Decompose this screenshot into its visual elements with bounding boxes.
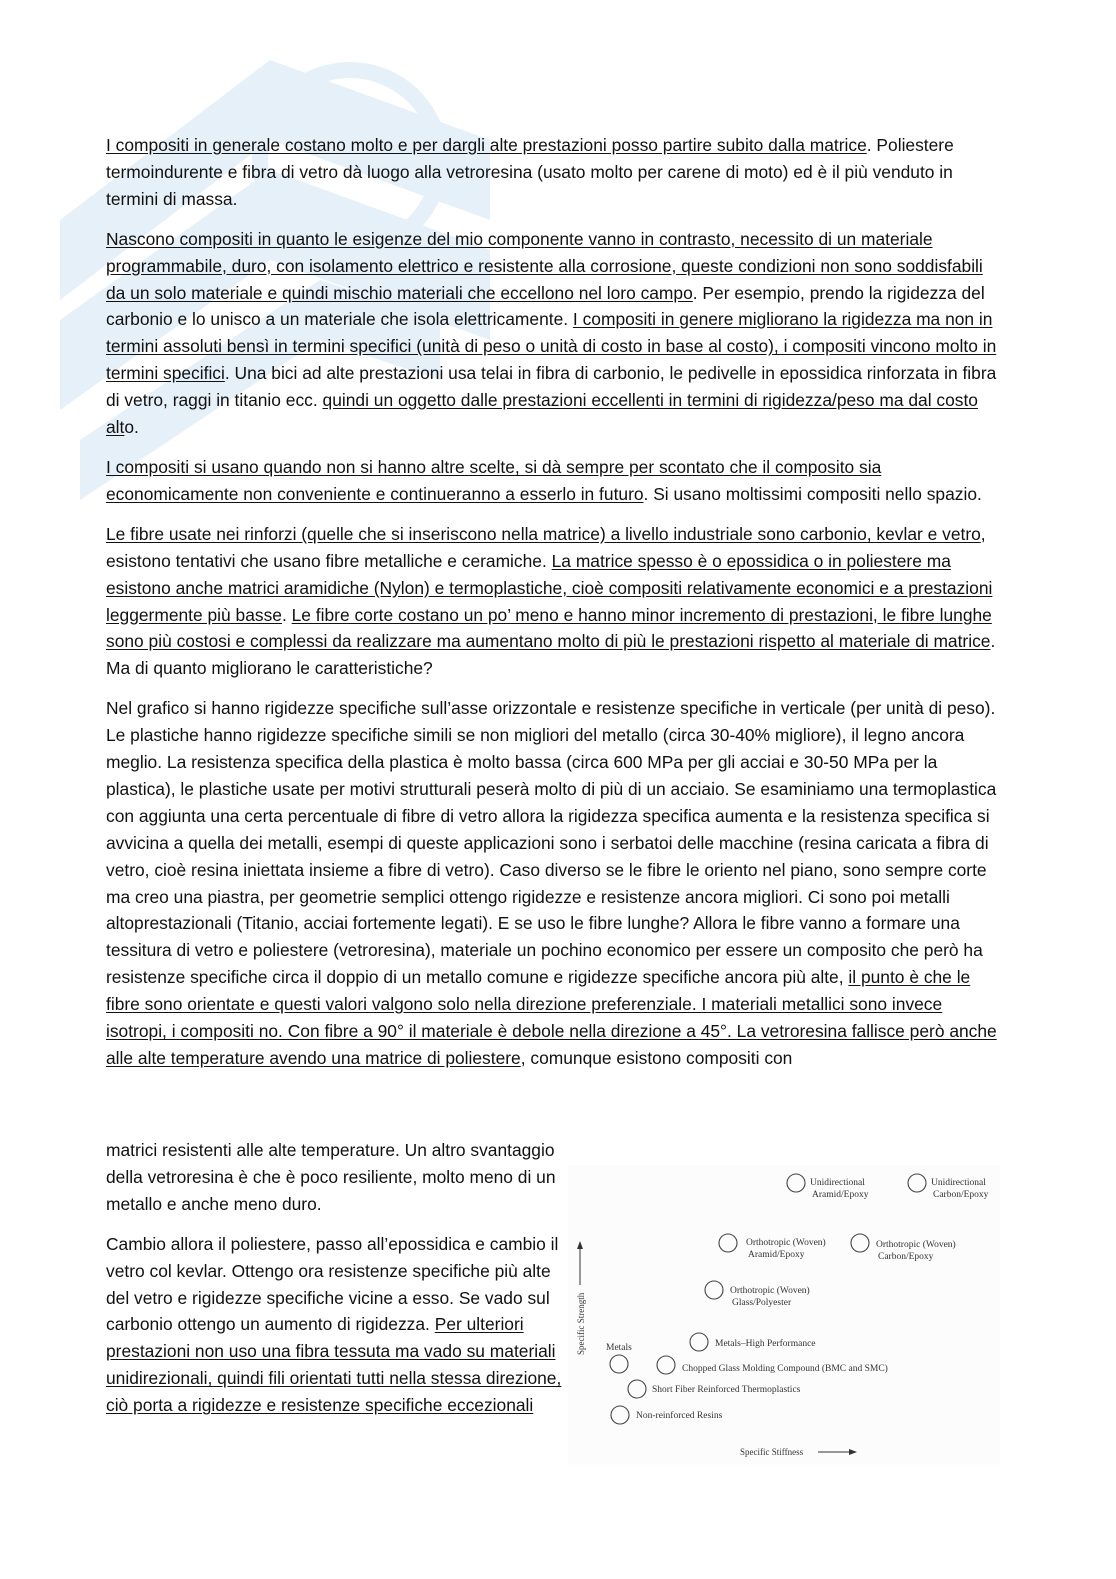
paragraph (106, 1137, 566, 1218)
material-label: Orthotropic (Woven) (746, 1238, 826, 1248)
material-label: Carbon/Epoxy (878, 1252, 934, 1262)
text-run: . (281, 604, 292, 625)
underlined-text: I compositi in genere migliorano la rigidezza ma non in termini assoluti bensì in termini specifici (unità di peso o unità di costo in base al costo), i compositi vincono molto in termini specifici (106, 309, 997, 384)
underlined-text: Le fibre usate nei rinforzi (quelle che si inseriscono nella matrice) a livello industriale sono carbonio, kevlar e vetro (106, 523, 981, 544)
text-run: matrici resistenti alle alte temperature. Un altro svantaggio della vetroresina è che è poco resiliente, molto meno di un metallo e anche meno duro. (106, 1140, 556, 1214)
material-label: Orthotropic (Woven) (876, 1240, 956, 1250)
underlined-text: I compositi in generale costano molto e per dargli alte prestazioni posso partire subito dalla matrice (106, 135, 867, 155)
paragraph (106, 521, 1006, 682)
material-label: Chopped Glass Molding Compound (BMC and SMC) (682, 1364, 888, 1374)
material-label: Aramid/Epoxy (812, 1190, 869, 1200)
underlined-text: La matrice spesso è o epossidica o in poliestere ma esistono anche matrici aramidiche (Nylon) e termoplastiche, cioè compositi relativamente economici e a prestazioni leggermente più basse (106, 550, 993, 625)
material-label: Unidirectional (931, 1178, 986, 1188)
metals-label: Metals (606, 1343, 632, 1353)
material-label: Aramid/Epoxy (748, 1250, 805, 1260)
material-label: Unidirectional (810, 1178, 865, 1188)
materials-chart (568, 1165, 1000, 1465)
material-label: Carbon/Epoxy (933, 1190, 989, 1200)
paragraph (106, 132, 1006, 213)
text-run: . Si usano moltissimi compositi nello spazio. (643, 483, 982, 504)
paragraph (106, 1231, 566, 1419)
material-label: Glass/Polyester (732, 1298, 792, 1308)
underlined-text: Per ulteriori prestazioni non uso una fibra tessuta ma vado su materiali unidirezionali, quindi fili orientati tutti nella stessa direzione, ciò porta a rigidezze e resistenze specifiche eccezionali (106, 1314, 562, 1416)
text-run: , esistono tentativi che usano fibre metalliche e ceramiche. (106, 523, 986, 571)
underlined-text: I compositi si usano quando non si hanno altre scelte, si dà sempre per scontato che il composito sia economicamente non conveniente e continueranno a esserlo in futuro (106, 456, 882, 504)
text-run: Cambio allora il poliestere, passo all’epossidica e cambio il vetro col kevlar. Ottengo ora resistenze specifiche più alte del vetro e rigidezze specifiche vicine a esso. Se vado sul carbonio ottengo un aumento di rigidezza. (106, 1233, 559, 1335)
underlined-text: Le fibre corte costano un po’ meno e hanno minor incremento di prestazioni, le fibre lunghe sono più costosi e complessi da realizzare ma aumentano molto di più le prestazioni rispetto al materiale di matrice (106, 604, 992, 652)
underlined-text: quindi un oggetto dalle prestazioni eccellenti in termini di rigidezza/peso ma dal costo alt (106, 390, 978, 438)
underlined-text: Nascono compositi in quanto le esigenze del mio componente vanno in contrasto, necessito di un materiale programmabile, duro, con isolamento elettrico e resistente alla corrosione, queste condizioni non sono soddisfabili da un solo materiale e quindi mischio materiali che eccellono nel loro campo (106, 228, 983, 303)
text-run: Nel grafico si hanno rigidezze specifiche sull’asse orizzontale e resistenze specifiche in verticale (per unità di peso). Le plastiche hanno rigidezze specifiche simili se non migliori del metallo (circa 30-40% migliore), il legno ancora meglio. La resistenza specifica della plastica è molto bassa (circa 600 MPa per gli acciai e 30-50 MPa per la plastica), le plastiche usate per motivi strutturali peserà molto di più di un acciaio. Se esaminiamo una termoplastica con aggiunta una certa percentuale di fibre di vetro allora la rigidezza specifica aumenta e la resistenza specifica si avvicina a quella dei metalli, esempi di queste applicazioni sono i serbatoi delle macchine (resina caricata a fibra di vetro, cioè resina iniettata insieme a fibre di vetro). Caso diverso se le fibre le oriento nel piano, sono sempre corte ma creo una piastra, per geometrie semplici ottengo rigidezze e resistenze ancora migliori. Ci sono poi metalli altoprestazionali (Titanio, acciai fortemente legati). E se uso le fibre lunghe? Allora le fibre vanno a formare una tessitura di vetro e poliestere (vetroresina), materiale un pochino economico per essere un composito che però ha resistenze specifiche circa il doppio di un metallo comune e rigidezze specifiche ancora più alte, (106, 698, 997, 988)
text-run: . Poliestere termoindurente e fibra di vetro dà luogo alla vetroresina (usato molto per carene di moto) ed è il più venduto in termini di massa. (106, 135, 954, 209)
text-run: . Ma di quanto migliorano le caratteristiche? (106, 631, 996, 679)
materials-chart-figure (568, 1165, 1000, 1465)
material-label: Metals–High Performance (715, 1339, 816, 1349)
left-column-text (106, 1137, 566, 1432)
material-label: Non-reinforced Resins (636, 1411, 723, 1421)
paragraph (106, 454, 1006, 508)
paragraph (106, 226, 1006, 441)
y-axis-label: Specific Strength (576, 1292, 586, 1355)
text-run: . Una bici ad alte prestazioni usa telai in fibra di carbonio, le pedivelle in epossidica rinforzata in fibra di vetro, raggi in titanio ecc. (106, 363, 997, 411)
x-axis-label: Specific Stiffness (740, 1447, 804, 1457)
material-label: Orthotropic (Woven) (730, 1286, 810, 1296)
material-label: Short Fiber Reinforced Thermoplastics (652, 1385, 801, 1395)
underlined-text: il punto è che le fibre sono orientate e questi valori valgono solo nella direzione preferenziale. I materiali metallici sono invece isotropi, i compositi no. Con fibre a 90° il materiale è debole nella direzione a 45°. La vetroresina fallisce però anche alle alte temperature avendo una matrice di poliestere (106, 967, 997, 1068)
text-run: o. (124, 417, 139, 438)
paragraph (106, 695, 1006, 1072)
text-run: , comunque esistono compositi con (520, 1048, 793, 1068)
text-run: . Per esempio, prendo la rigidezza del carbonio e lo unisco a un materiale che isola elettricamente. (106, 282, 985, 330)
main-text (106, 132, 1006, 1085)
